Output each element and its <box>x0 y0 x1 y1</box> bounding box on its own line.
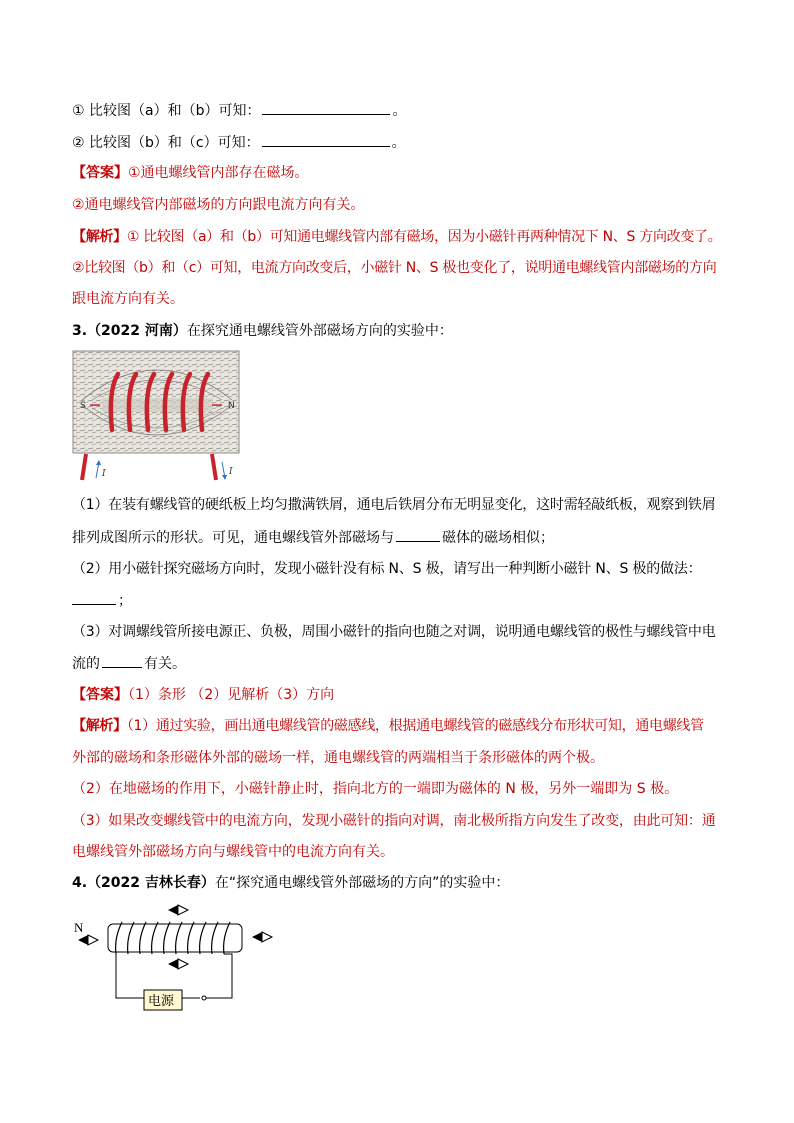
q3-answer: 【答案】（1）条形 （2）见解析（3）方向 <box>72 687 335 703</box>
q2-analysis-2: ②比较图（b）和（c）可知，电流方向改变后，小磁针 N、S 极也变化了，说明通电螺线管内部磁场的方向 <box>72 260 717 276</box>
compass-icon <box>78 935 98 945</box>
q3-analysis-3a: （3）如果改变螺线管中的电流方向，发现小磁针的指向对调，南北极所指方向发生了改变，由此可知：通 <box>72 813 716 829</box>
q2-answer-2: ②通电螺线管内部磁场的方向跟电流方向有关。 <box>72 197 365 213</box>
q2-item-1: ① 比较图（a）和（b）可知： 。 <box>72 100 732 121</box>
q2-answer: 【答案】①通电螺线管内部存在磁场。 <box>72 165 309 181</box>
current-label-left: I <box>102 469 106 479</box>
compass-icon <box>168 959 188 969</box>
q3-part-2b: ； <box>72 590 732 611</box>
switch-icon <box>202 996 206 1000</box>
pole-label-s: S <box>80 401 86 411</box>
solenoid-circuit-figure <box>72 898 282 1018</box>
q3-part-1a: （1）在装有螺线管的硬纸板上均匀撒满铁屑，通电后铁屑分布无明显变化，这时需轻敲纸板，观察到铁屑 <box>72 497 716 513</box>
q3-part-1b: 排列成图所示的形状。可见，通电螺线管外部磁场与 磁体的磁场相似； <box>72 527 732 548</box>
answer-blank[interactable] <box>262 100 390 115</box>
q3-stem: 3.（2022 河南）在探究通电螺线管外部磁场方向的实验中： <box>72 323 453 339</box>
pole-label-n: N <box>228 401 235 411</box>
q3-analysis-1b: 外部的磁场和条形磁体外部的磁场一样，通电螺线管的两端相当于条形磁体的两个极。 <box>72 750 604 766</box>
q3-analysis-1a: 【解析】（1）通过实验，画出通电螺线管的磁感线，根据通电螺线管的磁感线分布形状可知，通电螺线管 <box>72 718 704 734</box>
compass-icon <box>168 905 188 915</box>
q4-stem: 4.（2022 吉林长春）在“探究通电螺线管外部磁场的方向”的实验中： <box>72 875 510 891</box>
answer-blank[interactable] <box>72 590 116 605</box>
q3-part-2a: （2）用小磁针探究磁场方向时，发现小磁针没有标 N、S 极，请写出一种判断小磁针 N、S 极的做法： <box>72 561 702 577</box>
q3-analysis-2: （2）在地磁场的作用下，小磁针静止时，指向北方的一端即为磁体的 N 极，另外一端即为 S 极。 <box>72 781 679 797</box>
q2-analysis-3: 跟电流方向有关。 <box>72 291 184 307</box>
answer-blank[interactable] <box>396 527 440 542</box>
solenoid-iron-filings-figure <box>72 350 242 482</box>
pole-label-n: N <box>74 920 84 935</box>
compass-icon <box>252 932 272 942</box>
answer-blank[interactable] <box>102 653 142 668</box>
q2-item-2: ② 比较图（b）和（c）可知： 。 <box>72 132 732 153</box>
q3-analysis-3b: 电螺线管外部磁场方向与螺线管中的电流方向有关。 <box>72 844 394 860</box>
answer-blank[interactable] <box>262 132 390 147</box>
q3-part-3a: （3）对调螺线管所接电源正、负极，周围小磁针的指向也随之对调，说明通电螺线管的极性与螺线管中电 <box>72 624 716 640</box>
q2-analysis: 【解析】① 比较图（a）和（b）可知通电螺线管内部有磁场，因为小磁针再两种情况下 N、S 方向改变了。 <box>72 229 722 245</box>
current-label-right: I <box>229 467 233 477</box>
power-source-label: 电源 <box>148 994 175 1009</box>
q3-part-3b: 流的 有关。 <box>72 653 732 674</box>
